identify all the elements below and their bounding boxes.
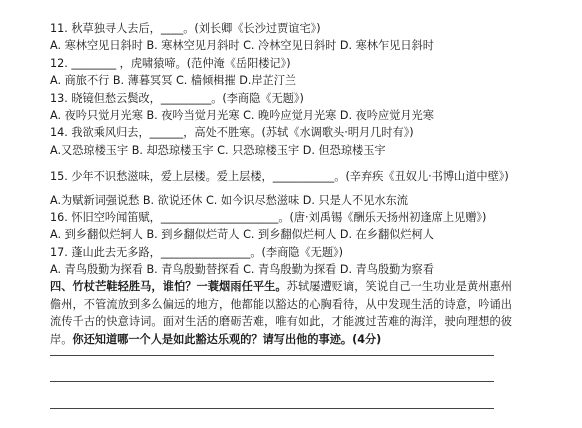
question-16-stem: 16. 怀旧空吟闻笛赋，_____________________。(唐·刘禹锡《酬乐天扬州初逢席上见赠》) — [50, 210, 487, 224]
section-4-lead: 四、竹杖芒鞋轻胜马，谁怕？一蓑烟雨任平生。 — [50, 280, 287, 294]
section-4-body: 苏轼屡遭贬谪，笑说自己一生功业是黄州惠州儋州，不管流放到多么偏远的地方，他都能以豁达的心胸看待，从中发现生活的诗意，吟诵出流传千古的快意诗词。面对生活的磨砺苦难，唯有如此，才能渡过苦难的海洋，驶向理想的彼岸。 — [50, 280, 512, 346]
answer-line-3[interactable] — [50, 408, 494, 409]
question-15-options: A.为赋新词强说愁 B. 欲说还休 C. 如今识尽愁滋味 D. 只是人不见水东流 — [50, 193, 408, 207]
section-4-passage — [50, 278, 512, 348]
question-16-options: A. 到乡翻似烂轲人 B. 到乡翻似烂苛人 C. 到乡翻似烂柯人 D. 在乡翻似烂柯人 — [50, 228, 434, 242]
answer-line-1[interactable] — [50, 355, 494, 356]
question-15-stem: 15. 少年不识愁滋味，爱上层楼。爱上层楼，___________。(辛弃疾《丑奴儿·书博山道中壁》) — [50, 170, 509, 184]
exam-page — [50, 20, 512, 348]
section-4-question: 你还知道哪一个人是如此豁达乐观的？请写出他的事迹。(4分) — [72, 332, 382, 346]
question-11-stem: 11. 秋草独寻人去后，____。(刘长卿《长沙过贾谊宅》) — [50, 22, 321, 35]
question-17-stem: 17. 蓬山此去无多路，________________。(李商隐《无题》) — [50, 245, 343, 259]
question-14-stem: 14. 我欲乘风归去，______，高处不胜寒。(苏轼《水调歌头·明月几时有》) — [50, 126, 414, 140]
question-13-options: A. 夜吟只觉月光寒 B. 夜吟当觉月光寒 C. 晚吟应觉月光寒 D. 夜吟应觉月光寒 — [50, 108, 434, 122]
question-11-options: A. 寒林空见日斜时 B. 寒林空见月斜时 C. 冷林空见日斜时 D. 寒林乍见日斜时 — [50, 39, 434, 53]
answer-line-2[interactable] — [50, 381, 494, 382]
question-13-stem: 13. 晓镜但愁云鬓改，_________。(李商隐《无题》) — [50, 91, 304, 105]
question-14-options: A.又恐琼楼玉宇 B. 却恐琼楼玉宇 C. 只恐琼楼玉宇 D. 但恐琼楼玉宇 — [50, 143, 386, 157]
question-12-options: A. 商旅不行 B. 薄暮冥冥 C. 樯倾楫摧 D.岸芷汀兰 — [50, 74, 297, 88]
question-12-stem: 12. ________ ，虎啸猿啼。(范仲淹《岳阳楼记》) — [50, 56, 291, 70]
question-17-options: A. 青鸟殷勤为探看 B. 青鸟殷勤替探看 C. 青鸟殷勤为探看 D. 青鸟殷勤为察看 — [50, 263, 434, 277]
